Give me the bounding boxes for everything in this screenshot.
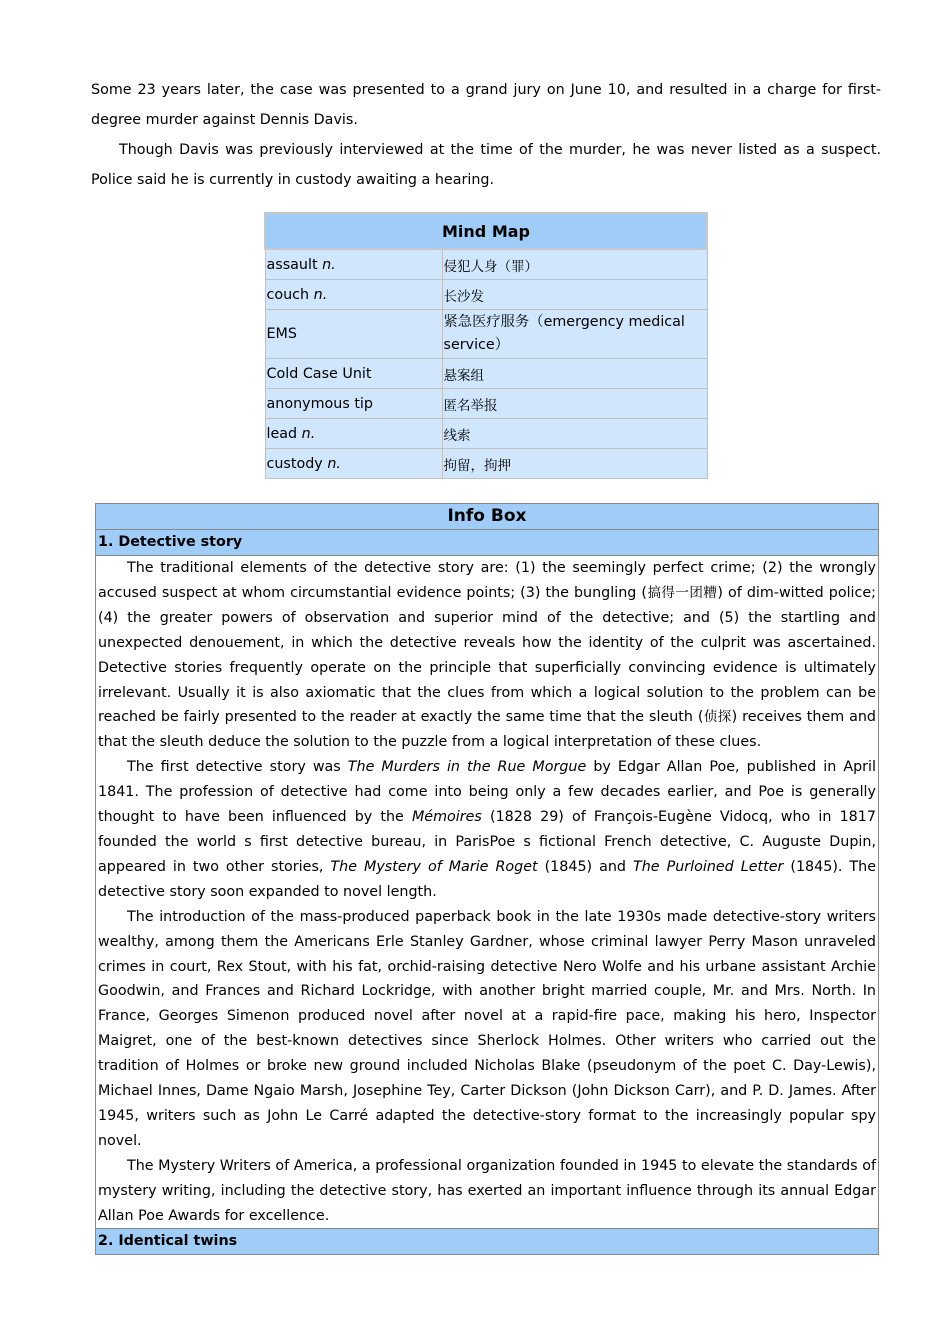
term-cell bbox=[265, 310, 442, 359]
meaning-cell: 匿名举报 bbox=[442, 389, 707, 419]
term-cell bbox=[265, 449, 442, 479]
book-title: The Murders in the Rue Morgue bbox=[347, 759, 587, 776]
term: EMS bbox=[266, 325, 297, 342]
body-paragraph bbox=[98, 755, 876, 904]
table-row bbox=[265, 359, 707, 389]
meaning-cn: 紧急医疗服务（ bbox=[443, 314, 544, 330]
term: anonymous tip bbox=[266, 395, 373, 412]
term-cell bbox=[265, 249, 442, 280]
intro-paragraph-2: Though Davis was previously interviewed at the time of the murder, he was never listed as a suspect. Police said he is currently in custody awaiting a hearing. bbox=[91, 142, 881, 188]
part-of-speech: n. bbox=[327, 455, 341, 472]
info-box-title: Info Box bbox=[96, 504, 878, 530]
term: assault bbox=[266, 256, 318, 273]
term-cell bbox=[265, 280, 442, 310]
meaning-cell: 长沙发 bbox=[442, 280, 707, 310]
text-run: ) of dim-witted police; (4) the greater powers of observation and superior mind of the detective; and (5) the startling and unexpected denouement, in which the detective reveals how the identity of the culprit was ascertained. Detective stories frequently operate on the principle that superficially convincing evidence is ultimately irrelevant. Usually it is also axiomatic that the clues from which a logical solution to the problem can be reached be fairly presented to the reader at exactly the same time that the sleuth ( bbox=[98, 584, 876, 726]
table-row bbox=[265, 419, 707, 449]
meaning-cell: 侵犯人身（罪） bbox=[442, 249, 707, 280]
section-heading-identical-twins: 2. Identical twins bbox=[96, 1228, 878, 1255]
term: lead bbox=[266, 425, 298, 442]
table-row bbox=[265, 249, 707, 280]
book-title: The Mystery of Marie Roget bbox=[330, 858, 538, 875]
term: custody bbox=[266, 455, 323, 472]
part-of-speech: n. bbox=[313, 286, 328, 303]
intro-text bbox=[91, 75, 881, 195]
table-row bbox=[265, 280, 707, 310]
term-cell bbox=[265, 419, 442, 449]
mind-map-table bbox=[264, 212, 708, 479]
term: Cold Case Unit bbox=[266, 365, 372, 382]
body-paragraph: The Mystery Writers of America, a professional organization founded in 1945 to elevate the standards of mystery writing, including the detective story, has exerted an important influence through its annual Edgar Allan Poe Awards for excellence. bbox=[98, 1157, 876, 1224]
mind-map-title: Mind Map bbox=[265, 213, 707, 249]
text-run: (1845). The detective story soon expanded to novel length. bbox=[98, 858, 877, 900]
part-of-speech: n. bbox=[322, 256, 336, 273]
term: couch bbox=[266, 286, 310, 303]
meaning-en: emergency medical service bbox=[443, 314, 685, 353]
chinese-gloss: 搞得一团糟 bbox=[646, 584, 718, 601]
book-title: The Purloined Letter bbox=[633, 858, 784, 875]
meaning-cell bbox=[442, 310, 707, 359]
part-of-speech: n. bbox=[301, 425, 316, 442]
meaning-end: ） bbox=[494, 337, 510, 353]
text-run: (1828 29) of François-Eugène Vidocq, who in 1817 founded the world s first detective bureau, in ParisPoe s fictional French detective, C. Auguste Dupin, appeared in two other stories, bbox=[98, 809, 876, 875]
table-row bbox=[265, 310, 707, 359]
section-heading-detective-story: 1. Detective story bbox=[96, 530, 878, 556]
body-paragraph bbox=[98, 556, 876, 755]
chinese-gloss: 侦探 bbox=[703, 709, 732, 726]
intro-paragraph-1: Some 23 years later, the case was presented to a grand jury on June 10, and resulted in a charge for first-degree murder against Dennis Davis. bbox=[91, 82, 881, 128]
table-row bbox=[265, 449, 707, 479]
term-cell bbox=[265, 359, 442, 389]
text-run: The first detective story was bbox=[127, 759, 348, 776]
body-paragraph: The introduction of the mass-produced paperback book in the late 1930s made detective-story writers wealthy, among them the Americans Erle Stanley Gardner, whose criminal lawyer Perry Mason unraveled crimes in court, Rex Stout, with his fat, orchid-raising detective Nero Wolfe and his urbane assistant Archie Goodwin, and Frances and Richard Lockridge, with another bright married couple, Mr. and Mrs. North. In France, Georges Simenon produced novel after novel at a rapid-fire pace, making his hero, Inspector Maigret, one of the best-known detectives since Sherlock Holmes. Other writers who carried out the tradition of Holmes or broke new ground included Nicholas Blake (pseudonym of the poet C. Day-Lewis), Michael Innes, Dame Ngaio Marsh, Josephine Tey, Carter Dickson (John Dickson Carr), and P. D. James. After 1945, writers such as John Le Carré adapted the detective-story format to the increasingly popular spy novel. bbox=[98, 908, 876, 1149]
meaning-cell: 线索 bbox=[442, 419, 707, 449]
book-title: Mémoires bbox=[411, 809, 482, 826]
text-run: by Edgar Allan Poe, published in April 1841. The profession of detective had come into being only a few decades earlier, and Poe is generally thought to have been influenced by the bbox=[98, 759, 876, 826]
meaning-cell: 悬案组 bbox=[442, 359, 707, 389]
section-body-detective-story bbox=[96, 556, 878, 1228]
text-run: The traditional elements of the detective story are: (1) the seemingly perfect crime; (2) the wrongly accused suspect at whom circumstantial evidence points; (3) the bungling ( bbox=[98, 560, 876, 601]
meaning-cell: 拘留，拘押 bbox=[442, 449, 707, 479]
info-box bbox=[95, 503, 879, 1255]
table-row bbox=[265, 389, 707, 419]
text-run: (1845) and bbox=[537, 858, 633, 875]
text-run: ) receives them and that the sleuth deduce the solution to the puzzle from a logical interpretation of these clues. bbox=[98, 709, 877, 751]
term-cell bbox=[265, 389, 442, 419]
